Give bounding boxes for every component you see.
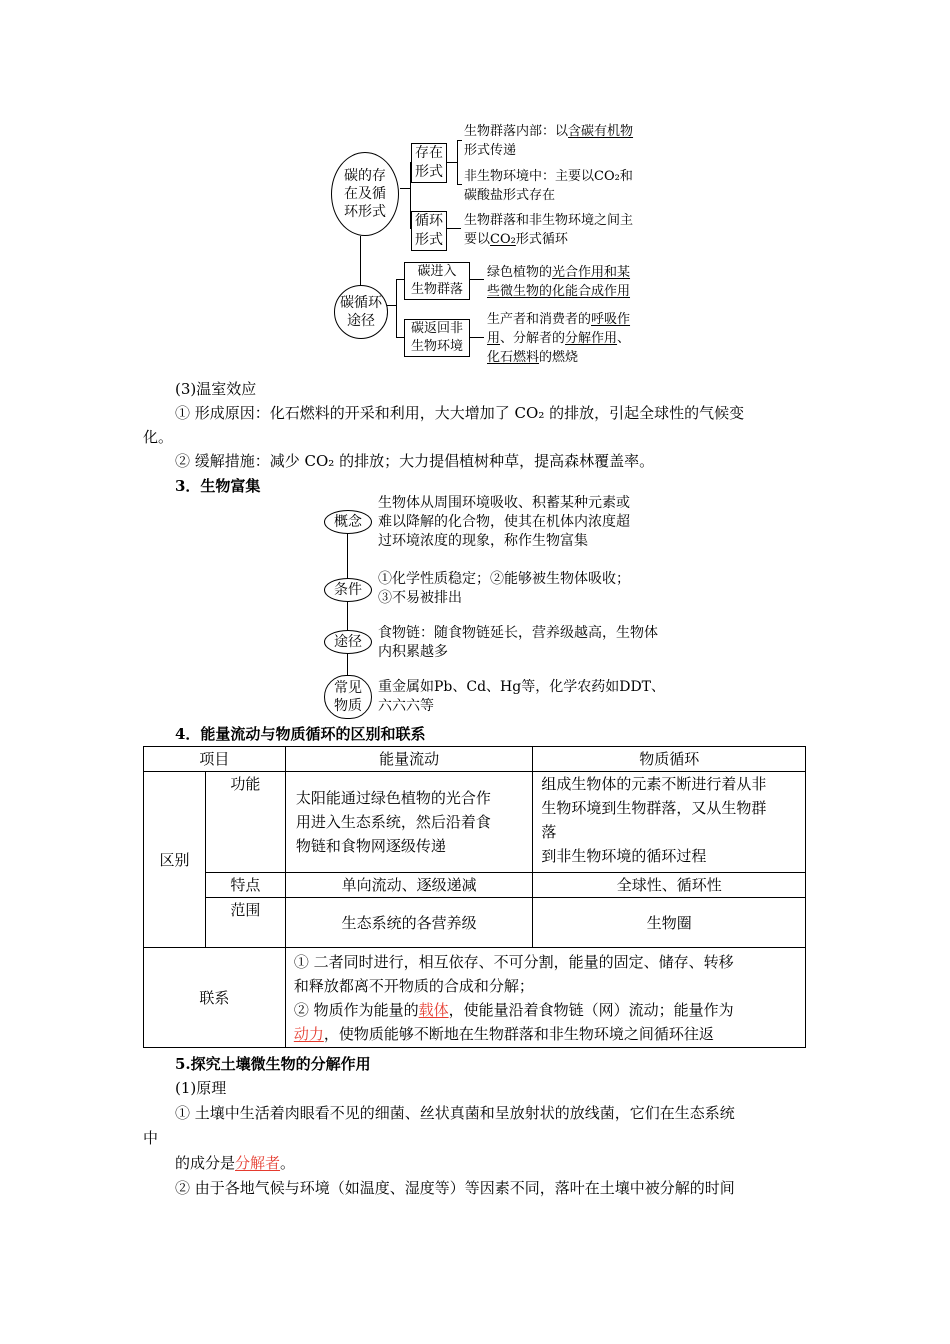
cell-line: 到非生物环境的循环过程	[541, 847, 707, 865]
cycle-form-label: 循环形式	[415, 213, 443, 248]
greenhouse-mitigation: ② 缓解措施：减少 CO₂ 的排放；大力提倡植树种草，提高森林覆盖率。	[175, 452, 655, 470]
enter-label-line: 生物群落	[410, 282, 463, 297]
concept-text	[378, 494, 630, 551]
carbon-return-text	[487, 310, 630, 367]
substances-line: 六六六等	[378, 698, 434, 714]
return-text-highlight: 分解作用	[565, 331, 618, 346]
return-text-post: 、	[617, 331, 631, 346]
soil-principle-2: ② 由于各地气候与环境（如温度、湿度等）等因素不同，落叶在土壤中被分解的时间	[175, 1179, 735, 1197]
concept-line: 过环境浓度的现象，称作生物富集	[378, 533, 588, 549]
carbon-root-circle	[331, 152, 399, 236]
link-line: 和释放都离不开物质的合成和分解；	[293, 976, 534, 995]
return-text-highlight: 化石燃料	[487, 350, 540, 365]
exist-item-2-line2: 碳酸盐形式存在	[464, 188, 556, 203]
cycle-form-box	[411, 211, 447, 251]
substances-label-line: 常见	[334, 680, 362, 696]
soil-highlight: 分解者	[235, 1154, 281, 1172]
substances-label-line: 物质	[334, 698, 362, 714]
concept-label: 概念	[334, 514, 362, 530]
cycle-form-line1: 生物群落和非生物环境之间主	[464, 213, 634, 228]
diff-label: 区别	[144, 772, 206, 948]
table-row	[144, 898, 806, 948]
function-matter	[533, 772, 806, 873]
cell-line: 物链和食物网逐级传递	[295, 837, 446, 855]
carbon-root-line: 环形式	[344, 204, 386, 220]
conditions-line: ③不易被排出	[378, 590, 462, 606]
cell-line: 生物环境到生物群落，又从生物群	[541, 799, 767, 817]
conditions-line: ①化学性质稳定；②能够被生物体吸收；	[378, 571, 630, 587]
header-item: 项目	[144, 747, 286, 772]
exist-form-label: 存在形式	[415, 145, 443, 180]
comparison-heading: 4．能量流动与物质循环的区别和联系	[175, 725, 426, 743]
return-text-highlight: 呼吸作	[591, 312, 631, 327]
enter-text-pre: 绿色植物的	[487, 265, 553, 280]
cell-line: 用进入生态系统，然后沿着食	[295, 813, 491, 831]
concept-line: 难以降解的化合物，使其在机体内浓度超	[378, 514, 630, 530]
exist-item-2	[464, 167, 633, 205]
cycle-form-line2-post: 形式循环	[515, 232, 568, 247]
function-energy	[285, 772, 533, 873]
exist-item-2-line1: 非生物环境中：主要以CO₂和	[464, 169, 633, 184]
conditions-label: 条件	[334, 582, 362, 598]
feature-energy: 单向流动、逐级递减	[285, 873, 533, 898]
bioaccumulation-heading: 3．生物富集	[175, 477, 261, 495]
row-label: 特点	[205, 873, 285, 898]
exist-item-1-text: 生物群落内部：以	[464, 124, 569, 139]
return-text-mid: 、分解者的	[500, 331, 566, 346]
enter-text-highlight: 光合作用和某	[552, 265, 631, 280]
carbon-return-box	[404, 319, 470, 357]
scope-energy: 生态系统的各营养级	[285, 898, 533, 948]
link-highlight: 动力	[293, 1024, 324, 1043]
concept-line: 生物体从周围环境吸收、积蓄某种元素或	[378, 495, 630, 511]
enter-text-line2: 些微生物的化能合成作用	[487, 284, 631, 299]
row-label: 功能	[205, 772, 285, 873]
return-label-line: 生物环境	[410, 339, 463, 354]
table-row	[144, 948, 806, 1048]
row-label: 范围	[205, 898, 285, 948]
carbon-root-line: 碳的存	[344, 168, 386, 184]
return-text-post: 的燃烧	[539, 350, 579, 365]
carbon-enter-box	[404, 262, 470, 300]
exist-item-1-highlight: 含碳有机物	[568, 124, 634, 139]
route-label: 途径	[334, 634, 362, 650]
soil-text: 。	[280, 1154, 296, 1172]
return-label-line: 碳返回非	[410, 321, 463, 336]
substances-oval	[324, 675, 372, 719]
exist-item-1-line2: 形式传递	[464, 143, 517, 158]
link-highlight: 载体	[418, 1000, 449, 1019]
return-text-pre: 生产者和消费者的	[487, 312, 592, 327]
substances-text	[378, 678, 665, 716]
return-text-highlight: 用	[487, 331, 501, 346]
soil-heading: 5.探究土壤微生物的分解作用	[175, 1055, 371, 1073]
enter-label-line: 碳进入	[417, 264, 457, 279]
greenhouse-heading: (3)温室效应	[175, 380, 257, 398]
route-line: 食物链：随食物链延长，营养级越高，生物体	[378, 625, 658, 641]
cell-line: 组成生物体的元素不断进行着从非	[541, 775, 767, 793]
carbon-enter-text	[487, 263, 630, 301]
table-row	[144, 873, 806, 898]
link-line: ，使能量沿着食物链（网）流动；能量作为	[448, 1000, 734, 1019]
soil-principle-1-cont: 中	[143, 1129, 159, 1147]
pathway-label-line: 碳循环	[340, 295, 382, 311]
table-header-row	[144, 747, 806, 772]
comparison-table	[143, 746, 806, 1048]
link-content	[285, 948, 805, 1048]
link-label: 联系	[144, 948, 286, 1048]
pathway-label-line: 途径	[347, 313, 375, 329]
cell-line: 落	[541, 823, 557, 841]
link-line: ① 二者同时进行，相互依存、不可分割，能量的固定、储存、转移	[293, 952, 734, 971]
exist-item-1	[464, 122, 633, 160]
soil-text: 的成分是	[175, 1154, 236, 1172]
route-oval	[324, 630, 372, 654]
exist-form-box	[411, 143, 447, 183]
cycle-form-text	[464, 211, 633, 249]
substances-line: 重金属如Pb、Cd、Hg等，化学农药如DDT、	[378, 679, 666, 695]
soil-principle-1-end	[175, 1151, 295, 1175]
cycle-form-co2: CO₂	[490, 232, 516, 247]
soil-subheading: (1)原理	[175, 1079, 227, 1097]
greenhouse-cause: ① 形成原因：化石燃料的开采和利用，大大增加了 CO₂ 的排放，引起全球性的气候变	[175, 404, 745, 422]
header-matter: 物质循环	[533, 747, 806, 772]
carbon-pathway-circle	[334, 285, 388, 339]
table-row	[144, 772, 806, 873]
link-line: ，使物质能够不断地在生物群落和非生物环境之间循环往返	[323, 1024, 714, 1043]
carbon-root-line: 在及循	[344, 186, 386, 202]
link-line: ② 物质作为能量的	[293, 1000, 419, 1019]
header-energy: 能量流动	[285, 747, 533, 772]
route-text	[378, 624, 658, 662]
cycle-form-line2-pre: 要以	[464, 232, 491, 247]
cell-line: 太阳能通过绿色植物的光合作	[295, 789, 491, 807]
greenhouse-cause-cont: 化。	[143, 428, 174, 446]
route-line: 内积累越多	[378, 644, 448, 660]
conditions-oval	[324, 578, 372, 602]
feature-matter: 全球性、循环性	[533, 873, 806, 898]
concept-oval	[324, 510, 372, 534]
conditions-text	[378, 570, 630, 608]
scope-matter: 生物圈	[533, 898, 806, 948]
soil-principle-1: ① 土壤中生活着肉眼看不见的细菌、丝状真菌和呈放射状的放线菌，它们在生态系统	[175, 1104, 735, 1122]
